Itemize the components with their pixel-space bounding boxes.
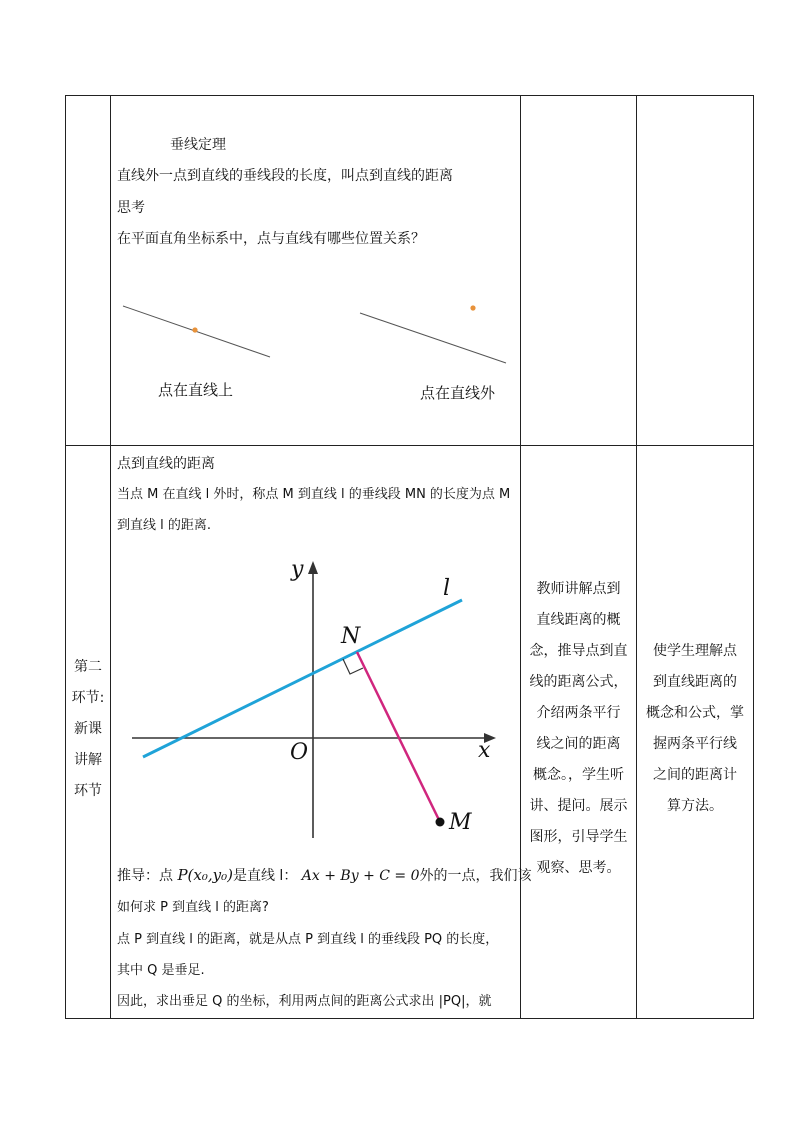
- definition-line-2: 到直线 l 的距离.: [117, 518, 212, 533]
- label-M: M: [449, 810, 472, 835]
- perpendicular-line-2: 其中 Q 是垂足.: [117, 963, 205, 978]
- right-angle-mark: [343, 659, 363, 674]
- caption-point-on-line: 点在直线上: [158, 381, 234, 399]
- point-M: [436, 818, 445, 827]
- segment-MN: [357, 652, 440, 822]
- conclusion-line-1: 因此，求出垂足 Q 的坐标，利用两点间的距离公式求出 |PQ|，就: [117, 994, 492, 1009]
- y-axis-arrow: [308, 561, 318, 574]
- derivation-middle: 是直线 l：: [232, 868, 298, 884]
- section-label: 第二 环节: 新课 讲解 环节: [71, 659, 105, 799]
- line-l: [143, 600, 462, 757]
- think-label: 思考: [117, 200, 145, 216]
- distance-definition: 直线外一点到直线的垂线段的长度，叫点到直线的距离: [117, 168, 453, 184]
- label-y: y: [291, 557, 304, 582]
- derivation-suffix: 外的一点，我们该: [419, 868, 532, 884]
- teacher-activity: 教师讲解点到 直线距离的概 念，推导点到直 线的距离公式， 介绍两条平行 线之间的距离 概念。，学生听 讲、提问。展示 图形，引导学生 观察、思考。: [529, 581, 628, 876]
- line-equation: Ax + By + C = 0: [301, 868, 420, 884]
- caption-point-off-line: 点在直线外: [420, 384, 496, 402]
- label-N: N: [341, 624, 361, 649]
- derivation-line-2: 如何求 P 到直线 l 的距离?: [117, 900, 269, 915]
- position-question: 在平面直角坐标系中，点与直线有哪些位置关系？: [117, 231, 425, 247]
- derivation-prefix: 推导：点: [117, 868, 173, 884]
- label-line-l: l: [443, 576, 451, 601]
- definition-line-1: 当点 M 在直线 l 外时，称点 M 到直线 l 的垂线段 MN 的长度为点 M: [117, 487, 511, 502]
- label-origin: O: [290, 740, 309, 765]
- theorem-heading: 垂线定理: [170, 137, 226, 153]
- label-x: x: [478, 738, 491, 763]
- point-P-expression: P(x₀,y₀): [177, 866, 233, 884]
- section-title: 点到直线的距离: [117, 456, 215, 472]
- perpendicular-line-1: 点 P 到直线 l 的距离，就是从点 P 到直线 l 的垂线段 PQ 的长度，: [117, 932, 499, 947]
- derivation-line-1: [117, 867, 532, 884]
- design-intent: 使学生理解点 到直线距离的 概念和公式，掌 握两条平行线 之间的距离计 算方法。: [646, 643, 744, 814]
